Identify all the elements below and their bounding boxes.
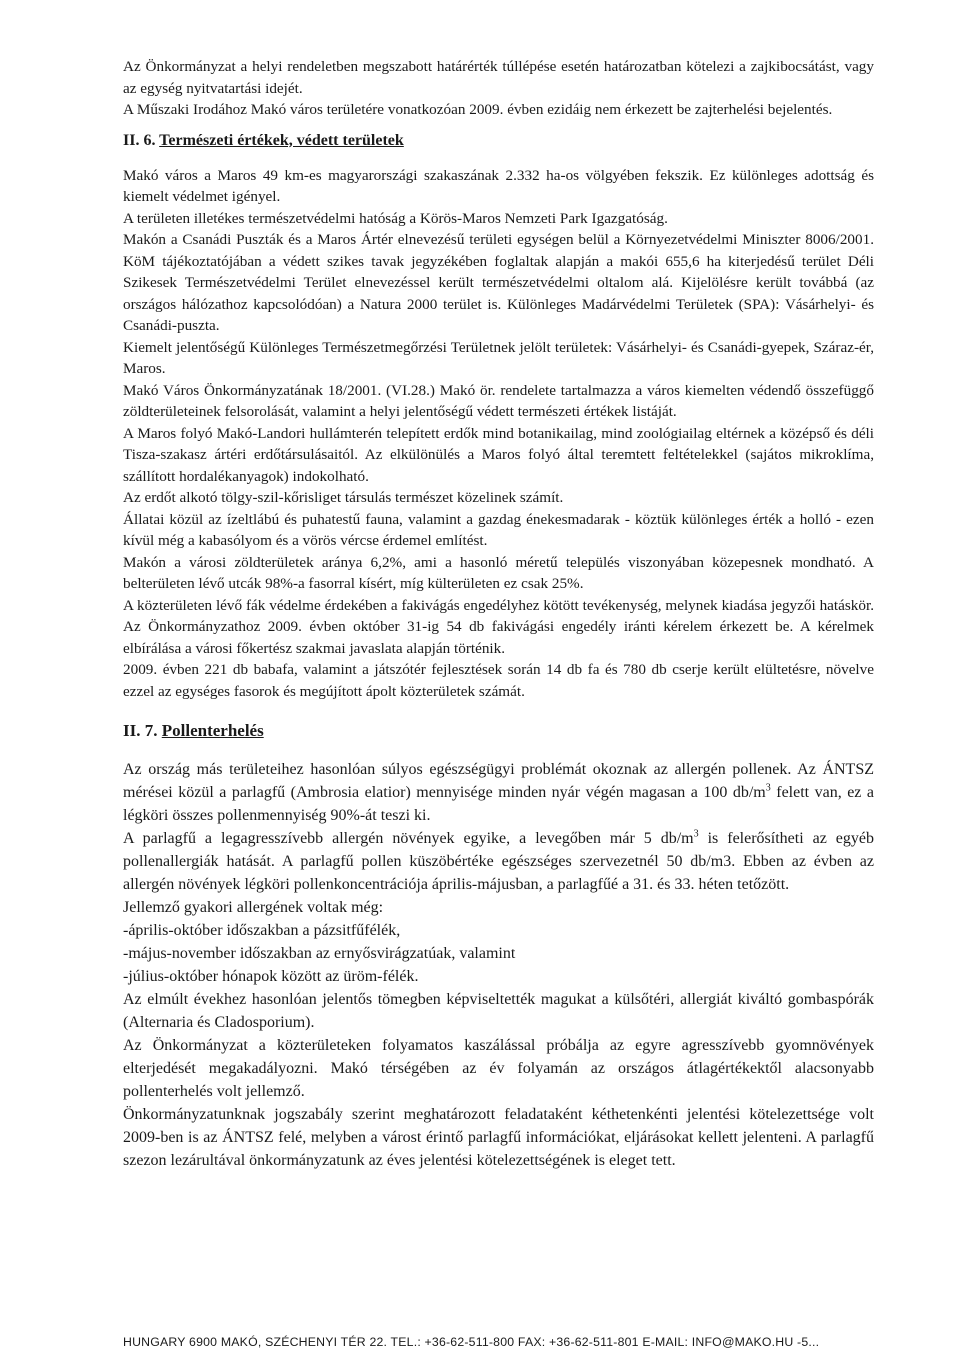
section6-paragraph: Makó Város Önkormányzatának 18/2001. (VI.28.) Makó ör. rendelete tartalmazza a város kiemelten védendő összefüggő zöldterületeinek felsorolását, valamint a helyi jelentőségű védett természeti értékek listáját.	[123, 381, 874, 420]
allergen-line: -július-október hónapok között az üröm-félék.	[123, 968, 419, 985]
section-heading-6	[123, 130, 874, 152]
section6-paragraph: Makó város a Maros 49 km-es magyarországi szakaszának 2.332 ha-os völgyében fekszik. Ez különleges adottság és kiemelt védelmet igényel.	[123, 166, 874, 205]
section-heading-7	[123, 720, 874, 742]
intro-paragraph-2: A Műszaki Irodához Makó város területére vonatkozóan 2009. évben ezidáig nem érkezett be zajterhelési bejelentés.	[123, 101, 833, 118]
section6-paragraph: Kiemelt jelentőségű Különleges Természetmegőrzési Területnek jelölt területek: Vásárhelyi- és Csanádi-gyepek, Száraz-ér, Maros.	[123, 338, 874, 377]
allergen-line: -május-november időszakban az ernyősvirágzatúak, valamint	[123, 945, 516, 962]
section-title: Természeti értékek, védett területek	[159, 131, 404, 149]
pollen-paragraph-1: Az ország más területeihez hasonlóan súlyos egészségügyi problémát okoznak az allergén pollenek. Az ÁNTSZ mérései közül a parlagfű (Ambrosia elatior) mennyisége minden nyár végén magasan a 100 $db/m^3$ felett van, ez a légköri összes pollenmennyiség 90%-át teszi ki.	[123, 761, 874, 824]
allergen-line: -április-október időszakban a pázsitfűfélék,	[123, 922, 401, 939]
document-page	[123, 56, 874, 1172]
section-number: II. 7.	[123, 721, 158, 740]
section-title: Pollenterhelés	[161, 721, 264, 740]
section-number: II. 6.	[123, 131, 156, 149]
section6-paragraph: A területen illetékes természetvédelmi hatóság a Körös-Maros Nemzeti Park Igazgatóság.	[123, 209, 668, 227]
section6-paragraph: 2009. évben 221 db babafa, valamint a játszótér fejlesztések során 14 db fa és 780 db cserje került elültetésre, növelve ezzel az egységes fasorok és megújított ápolt közterületek számát.	[123, 661, 874, 700]
section7-body	[123, 758, 874, 1172]
allergen-line: Jellemző gyakori allergének voltak még:	[123, 899, 384, 916]
intro-paragraph-1: Az Önkormányzat a helyi rendeletben megszabott határérték túllépése esetén határozatban kötelezi a zajkibocsátást, vagy az egység nyitvatartási idejét.	[123, 58, 874, 97]
pollen-paragraph: Az elmúlt évekhez hasonlóan jelentős tömegben képviseltették magukat a külsőtéri, allergiát kiváltó gombaspórák (Alternaria és Cladosporium).	[123, 991, 874, 1031]
page-footer: HUNGARY 6900 MAKÓ, SZÉCHENYI TÉR 22. TEL.: +36-62-511-800 FAX: +36-62-511-801 E-MAIL: INFO@MAKO.HU -5...	[123, 1335, 820, 1349]
pollen-paragraph: Önkormányzatunknak jogszabály szerint meghatározott feladataként kéthetenkénti jelentési kötelezettsége volt 2009-ben is az ÁNTSZ felé, melyben a várost érintő parlagfű információkat, eljárásokat kellett jelenteni. A parlagfű szezon lezárultával önkormányzatunk az éves jelentési kötelezettségének is eleget tett.	[123, 1106, 874, 1169]
pollen-paragraph-2: A parlagfű a legagresszívebb allergén növények egyike, a levegőben már 5 $db/m^3$ is felerősítheti az egyéb pollenallergiák hatását. A parlagfű pollen küszöbértéke egészséges szervezetnél 50 db/m3. Ebben az évben az allergén növények légköri pollenkoncentrációja április-májusban, a parlagfűé a 31. és 33. héten tetőzött.	[123, 828, 874, 893]
section6-paragraph: Makón a Csanádi Puszták és a Maros Ártér elnevezésű területi egységen belül a Környezetvédelmi Miniszter 8006/2001. KöM tájékoztatójában a védett szikes tavak jegyzékében foglaltak alapján a makói 655,6 ha kiterjedésű terület Déli Szikesek Természetvédelmi Terület elnevezéssel került természetvédelmi oltalom alá. Kijelölésre került továbbá (az országos hálózathoz kapcsolódóan) a Natura 2000 terület is. Különleges Madárvédelmi Területek (SPA): Vásárhelyi- és Csanádi-puszta.	[123, 231, 874, 334]
pollen-paragraph: Az Önkormányzat a közterületeken folyamatos kaszálással próbálja az egyre agresszívebb gyomnövények elterjedését megakadályozni. Makó térségében az év folyamán az országos átlagértékektől alacsonyabb pollenterhelés volt jellemző.	[123, 1037, 874, 1100]
section6-paragraph: A közterületen lévő fák védelme érdekében a fakivágás engedélyhez kötött tevékenység, melynek kiadása jegyzői hatáskör. Az Önkormányzathoz 2009. évben október 31-ig 54 db fakivágási engedély iránti kérelem érkezett be. A kérelmek elbírálása a városi főkertész szakmai javaslata alapján történik.	[123, 596, 874, 657]
section6-paragraph: Az erdőt alkotó tölgy-szil-kőrisliget társulás természet közelinek számít.	[123, 489, 564, 506]
section6-paragraph: A Maros folyó Makó-Landori hullámterén telepített erdők mind botanikailag, mind zoológiailag eltérnek a középső és déli Tisza-szakasz ártéri erdőtársulásaitól. Az elkülönülés a Maros folyó által teremtett feltételekkel (sajátos mikroklíma, szállított hordalékanyagok) indokolható.	[123, 424, 874, 485]
section6-paragraph: Makón a városi zöldterületek aránya 6,2%, ami a hasonló méretű település viszonyában közepesnek mondható. A belterületen lévő utcák 98%-a fasorral kísért, míg külterületen ez csak 25%.	[123, 553, 874, 592]
section6-paragraph: Állatai közül az ízeltlábú és puhatestű fauna, valamint a gazdag énekesmadarak - köztük különleges érték a holló - ezen kívül még a kabasólyom és a vörös vércse érdemel említést.	[123, 510, 874, 549]
